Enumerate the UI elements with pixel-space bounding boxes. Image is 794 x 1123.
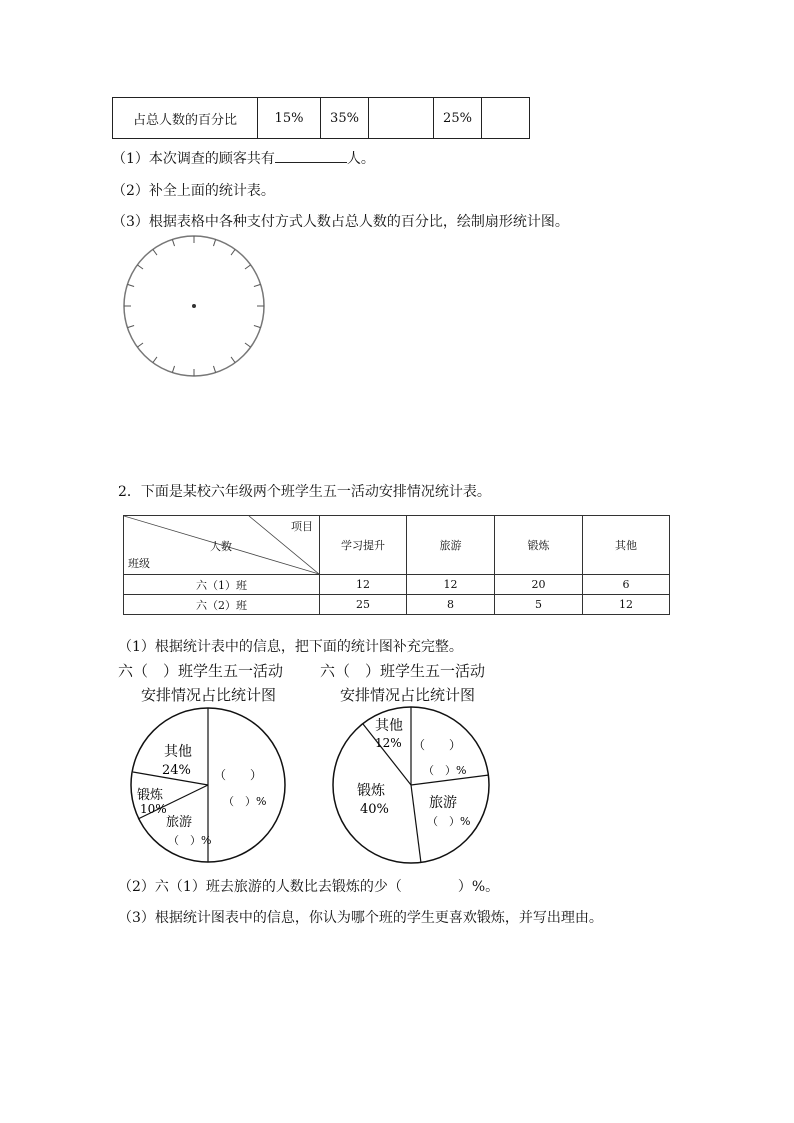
tick-mark xyxy=(231,357,235,363)
tick-mark xyxy=(127,284,134,286)
blank-pie-circle[interactable] xyxy=(118,234,272,378)
part1-suffix: 人。 xyxy=(346,151,375,167)
table-cell: 6 xyxy=(583,575,670,595)
table-cell: 12 xyxy=(407,575,495,595)
table-cell: 12 xyxy=(320,575,407,595)
table-header-row xyxy=(124,516,670,575)
tick-mark xyxy=(127,325,134,327)
question-2-sub-1: （1）根据统计表中的信息，把下面的统计图补充完整。 xyxy=(118,639,463,655)
payment-percent-table xyxy=(112,97,530,139)
table-cell: 12 xyxy=(583,595,670,615)
column-header: 旅游 xyxy=(407,516,495,575)
diag-class-label: 班级 xyxy=(128,557,150,570)
slice-label: 旅游 xyxy=(166,815,193,830)
tick-mark xyxy=(213,366,215,373)
chart1-title-line1: 六（ ）班学生五一活动 xyxy=(118,662,284,680)
tick-mark xyxy=(231,249,235,255)
tick-mark xyxy=(137,265,143,269)
question-1-part-3: （3）根据表格中各种支付方式人数占总人数的百分比，绘制扇形统计图。 xyxy=(112,214,569,230)
table-cell: 25% xyxy=(434,98,482,139)
answer-blank[interactable] xyxy=(275,150,347,163)
chart2-title-line1: 六（ ）班学生五一活动 xyxy=(320,662,486,680)
question-2-sub-2: （2）六（1）班去旅游的人数比去锻炼的少（ ）%。 xyxy=(118,879,500,895)
table-cell: 5 xyxy=(495,595,583,615)
column-header: 其他 xyxy=(583,516,670,575)
question-2-sub-3: （3）根据统计图表中的信息，你认为哪个班的学生更喜欢锻炼，并写出理由。 xyxy=(118,910,603,926)
slice-value: （ ）% xyxy=(423,764,467,777)
table-cell xyxy=(482,98,530,139)
slice-label: （ ） xyxy=(413,738,462,752)
tick-mark xyxy=(254,325,261,327)
table-cell: 35% xyxy=(321,98,369,139)
table-row xyxy=(113,98,530,139)
diag-project-label: 项目 xyxy=(291,520,313,533)
center-dot xyxy=(192,304,196,308)
pie-chart-class-a xyxy=(128,704,288,866)
tick-mark xyxy=(213,239,215,246)
tick-mark xyxy=(153,357,157,363)
slice-value: 24% xyxy=(162,763,191,778)
tick-mark xyxy=(153,249,157,255)
tick-mark xyxy=(254,284,261,286)
diagonal-header-cell xyxy=(124,516,320,575)
tick-mark xyxy=(172,239,174,246)
part1-text: （1）本次调查的顾客共有 xyxy=(112,151,275,167)
slice-value: 10% xyxy=(140,802,167,816)
slice-label: 其他 xyxy=(375,718,403,734)
activity-table xyxy=(123,515,670,615)
table-cell: 25 xyxy=(320,595,407,615)
chart1-title-line2: 安排情况占比统计图 xyxy=(141,686,277,704)
question-1-part-1 xyxy=(112,148,375,168)
table-row xyxy=(124,575,670,595)
row-label: 六（2）班 xyxy=(124,595,320,615)
question-2-intro: 2．下面是某校六年级两个班学生五一活动安排情况统计表。 xyxy=(118,484,491,500)
slice-label: 旅游 xyxy=(429,795,457,811)
slice-value: （ ）% xyxy=(427,815,471,828)
table-row xyxy=(124,595,670,615)
column-header: 锻炼 xyxy=(495,516,583,575)
table-cell: 8 xyxy=(407,595,495,615)
tick-mark xyxy=(172,366,174,373)
table-cell xyxy=(369,98,434,139)
slice-value: 12% xyxy=(375,736,402,750)
slice-label: 锻炼 xyxy=(357,783,385,799)
slice-value: （ ）% xyxy=(168,834,212,847)
slice-label: （ ） xyxy=(214,768,263,782)
diag-count-label: 人数 xyxy=(210,540,232,553)
row-label: 占总人数的百分比 xyxy=(113,98,258,139)
tick-mark xyxy=(245,343,251,347)
pie-chart-class-b xyxy=(329,704,493,866)
table-cell: 20 xyxy=(495,575,583,595)
slice-value: 40% xyxy=(360,802,389,817)
row-label: 六（1）班 xyxy=(124,575,320,595)
tick-mark xyxy=(137,343,143,347)
slice-label: 锻炼 xyxy=(137,788,164,803)
chart2-title-line2: 安排情况占比统计图 xyxy=(340,686,476,704)
table-cell: 15% xyxy=(258,98,321,139)
column-header: 学习提升 xyxy=(320,516,407,575)
tick-mark xyxy=(245,265,251,269)
slice-label: 其他 xyxy=(164,744,192,760)
slice-value: （ ）% xyxy=(223,795,267,808)
question-1-part-2: （2）补全上面的统计表。 xyxy=(112,183,275,199)
